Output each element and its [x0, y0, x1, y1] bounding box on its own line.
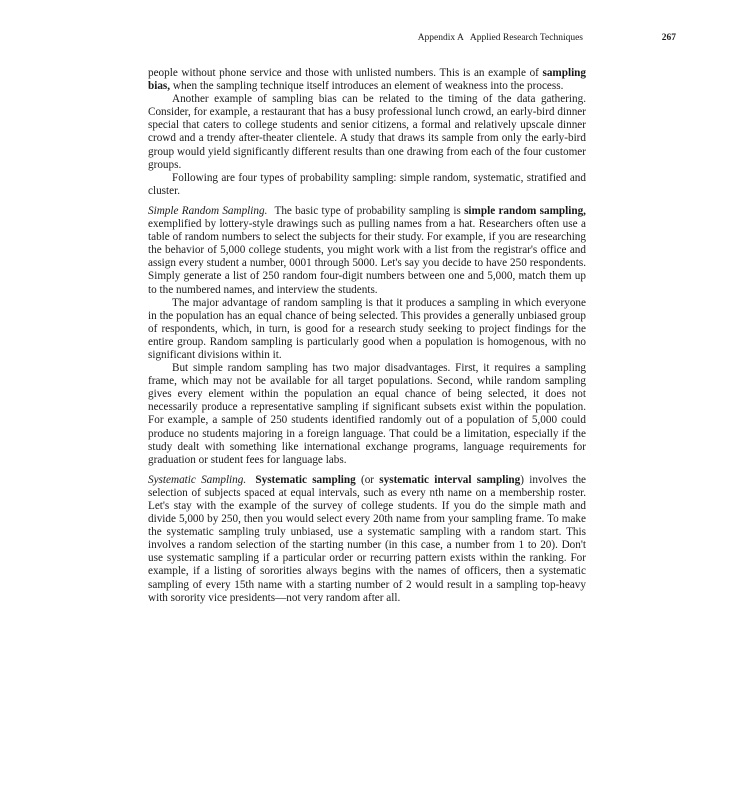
section-heading-systematic: Systematic Sampling.	[148, 473, 247, 486]
chapter-title: Applied Research Techniques	[469, 33, 583, 43]
text-run: ) involves the selection of subjects spaced at equal intervals, such as every nth name on a membership roster. Let's stay with the example of the survey of college students. If you do the simple math and divide 5,000 by 250, then you would select every 20th name from your sampling frame. To make the systematic sampling truly unbiased, use a systematic sampling with a random start. This involves a random selection of the starting number (in this case, a number from 1 to 20). Don't use systematic sampling if a particular order or recurring pattern exists within the ranking. For example, if a listing of sororities always begins with the names of officers, then a systematic sampling of every 15th name with a starting number of 2 would result in a sampling top-heavy with sorority vice presidents—not very random after all.	[148, 473, 587, 604]
text-run: when the sampling technique itself introduces an element of weakness into the process.	[170, 80, 564, 93]
text-run: people without phone service and those with unlisted numbers. This is an example of	[148, 67, 543, 79]
paragraph-systematic	[148, 474, 586, 605]
running-header	[148, 33, 678, 49]
term-systematic-interval-sampling: systematic interval sampling	[379, 473, 521, 486]
text-run: (or	[355, 473, 380, 486]
paragraph-four-types: Following are four types of probability sampling: simple random, systematic, stratified and cluster.	[148, 171, 586, 197]
term-sampling-bias: sampling bias,	[148, 67, 586, 93]
running-title	[418, 33, 583, 43]
paragraph-simple-random	[148, 205, 586, 297]
paragraph-timing: Another example of sampling bias can be related to the timing of the data gathering. Consider, for example, a restaurant that has a busy professional lunch crowd, an early-bird dinner special that caters to college students and senior citizens, a formal and relatively upscale dinner crowd and a trendy after-theater clientele. A study that draws its sample from only the early-bird group would yield significantly different results than one drawing from each of the four customer groups.	[148, 93, 586, 171]
section-heading-simple-random: Simple Random Sampling.	[148, 204, 268, 217]
body-text	[148, 67, 586, 605]
text-run: The basic type of probability sampling is	[274, 204, 465, 217]
text-run: exemplified by lottery-style drawings such as pulling names from a hat. Researchers often use a table of random numbers to select the subjects for their study. For example, if you are researching the behavior of 5,000 college students, you might work with a list from the registrar's office and assign every student a number, 0001 through 5000. Let's say you decide to have 250 respondents. Simply generate a list of 250 random four-digit numbers between one and 5,000, match them up to the numbered names, and interview the students.	[148, 218, 586, 296]
page-number: 267	[661, 33, 676, 43]
paragraph-sampling-bias	[148, 67, 586, 93]
term-simple-random-sampling: simple random sampling,	[464, 204, 586, 217]
paragraph-random-advantage: The major advantage of random sampling is that it produces a sampling in which everyone in the population has an equal chance of being selected. This provides a generally unbiased group of respondents, which, in turn, is good for a research study seeking to project findings for the entire group. Random sampling is particularly good when a population is homogenous, with no significant divisions within it.	[148, 296, 586, 361]
paragraph-random-disadvantages: But simple random sampling has two major disadvantages. First, it requires a sampling frame, which may not be available for all target populations. Second, while random sampling gives every element within the population an equal chance of being selected, it does not necessarily produce a representative sampling if significant subsets exist within the population. For example, a sample of 250 students identified randomly out of a population of 5,000 could produce no students majoring in a foreign language. That could be a limitation, especially if the study dealt with something like international exchange programs, language requirements for graduation or student fees for language labs.	[148, 362, 586, 466]
appendix-label: Appendix A	[417, 33, 464, 43]
term-systematic-sampling: Systematic sampling	[255, 473, 356, 486]
